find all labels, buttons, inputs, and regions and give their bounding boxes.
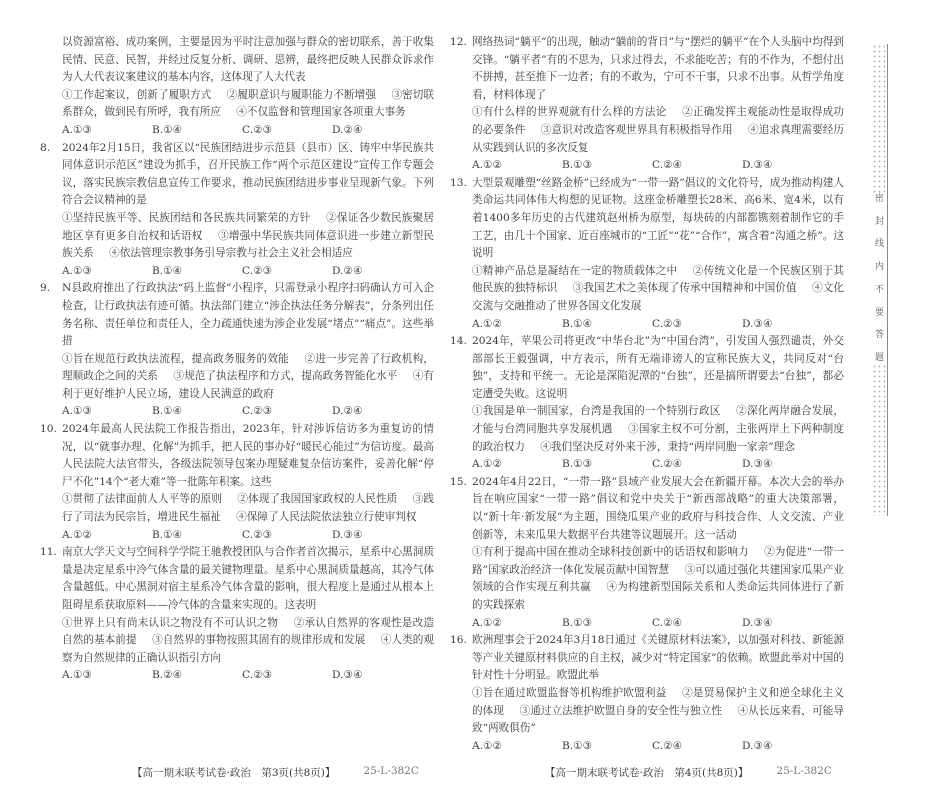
question-number: 9. — [40, 282, 51, 295]
option: ④追求真理需要经历从实践到认识的多次反复 — [472, 123, 844, 154]
answer-choice-a: A.①② — [472, 159, 503, 172]
answer-choice-c: C.②③ — [242, 123, 273, 136]
option: ④人类的观察为自然规律的正确认识指引方向 — [62, 634, 435, 664]
answer-choice-b: B.①③ — [562, 739, 593, 752]
option: ①有什么样的世界观就有什么样的方法论 — [472, 106, 667, 119]
seal-line-text — [872, 194, 887, 364]
answer-choice-d: D.②④ — [332, 123, 363, 136]
right-column — [450, 34, 845, 755]
question-stem: 欧洲理事会于2024年3月18日通过《关键原材料法案》，以加强对科技、新能源等产业关键原材料供应的自主权，减少对“特定国家”的依赖。欧盟此举对中国的针对性十分明显。欧盟此举 — [472, 634, 844, 682]
answer-choices — [62, 263, 434, 281]
answer-choice-c: C.②④ — [652, 616, 683, 629]
answer-choice-d: D.③④ — [332, 669, 363, 682]
option: ④不仅监督和管理国家各项重大事务 — [236, 106, 406, 119]
answer-choice-c: C.②④ — [652, 159, 683, 172]
answer-choice-c: C.②④ — [652, 739, 683, 752]
option: ④从长远来看，可能导致“两败俱伤” — [472, 704, 845, 735]
question-options — [472, 104, 844, 157]
answer-choice-d: D.②④ — [332, 405, 363, 418]
question-stem: 2024年最高人民法院工作报告指出，2023年，针对涉诉信访多为重复访的情况，以“就事办理、化解”为抓手，把人民的事办好“暖民心能过”为信访度。最高人民法院大法官带头，各级法院领导包案办理疑难复杂信访案件，妥善化解“停尸不化”14个“老大难”等一批陈年积案。这些 — [62, 423, 434, 488]
seal-char: 封 — [874, 216, 884, 227]
question-stem: 大型景观雕塑“丝路金桥”已经成为“一带一路”倡议的文化符号，成为推动构建人类命运共同体伟大构想的见证物。这座金桥雕塑长28米、高6米、宽4米，以有着1400多年历史的古代建筑赵州桥为原型，每块砖的内部都镌刻着制作它的手工艺，由几十个国家、近百座城市的“工匠”“花”“合作”，寓含着“沟通之桥”。这说明 — [472, 176, 844, 260]
seal-char: 内 — [874, 262, 884, 273]
option: ④我们坚决反对外来干涉，秉持“两岸同胞一家亲”理念 — [540, 440, 795, 453]
option: ②深化两岸融合发展，才能与台湾同胞共享发展机遇 — [472, 405, 845, 436]
answer-choices — [62, 527, 434, 545]
answer-choice-a: A.①③ — [62, 264, 93, 277]
question-options — [472, 263, 844, 316]
option: ③增强中华民族共同体意识进一步建立新型民族关系 — [62, 229, 435, 260]
question-number: 8. — [40, 141, 51, 154]
answer-choice-c: C.②③ — [652, 317, 683, 330]
answer-choice-b: B.①③ — [562, 458, 593, 471]
question-number: 12. — [450, 36, 467, 48]
question-13 — [450, 175, 845, 333]
page-footer-right — [545, 765, 832, 780]
question-12 — [450, 34, 845, 175]
question-number: 13. — [450, 176, 467, 189]
question-9 — [40, 280, 435, 421]
question-14 — [450, 333, 845, 474]
answer-choice-c: C.②③ — [242, 264, 273, 277]
answer-choice-c: C.②③ — [242, 669, 273, 682]
answer-choices — [472, 157, 844, 175]
answer-choice-b: B.①④ — [152, 123, 183, 136]
option: ②是贸易保护主义和逆全球化主义的体现 — [472, 686, 845, 717]
answer-choices — [472, 615, 844, 633]
question-options — [62, 615, 434, 668]
answer-choices — [62, 122, 434, 140]
option: ③自然界的事物按照其固有的规律形成和发展 — [152, 634, 366, 647]
question-options — [62, 210, 434, 263]
answer-choice-a: A.①② — [472, 317, 503, 330]
answer-choice-a: A.①③ — [62, 123, 93, 136]
page-footer-left — [132, 765, 419, 780]
question-number: 10. — [40, 423, 57, 436]
option: ①精神产品总是凝结在一定的物质载体之中 — [472, 264, 678, 277]
answer-choices — [472, 738, 844, 756]
question-options — [62, 87, 434, 122]
footer-title: 【高一期末联考试卷·政治 第4页(共8页)】 — [545, 767, 749, 779]
option: ①旨在规范行政执法流程，提高政务服务的效能 — [62, 352, 289, 365]
question-options — [472, 685, 844, 738]
answer-choice-d: D.③④ — [742, 458, 773, 471]
question-options — [472, 544, 844, 614]
option: ②承认自然界的客观性是改造自然的基本前提 — [62, 616, 435, 647]
option: ②传统文化是一个民族区别于其他民族的独特标识 — [472, 264, 845, 295]
option: ④依法管理宗教事务引导宗教与社会主义社会相适应 — [109, 247, 353, 260]
option: ④保障了人民法院依法独立行使审判权 — [236, 511, 417, 524]
answer-choice-a: A.①② — [62, 528, 93, 541]
question-number: 16. — [450, 634, 467, 647]
seal-char: 答 — [874, 330, 884, 341]
question-stem: 2024年，苹果公司将更改“中华台北”为“中国台湾”，引发国人强烈谴责，外交部部长王毅强调，中方表示，所有无端诽谤人的宣称民族大义，共同反对“台独”，支持和平统一。无论是深陷泥潭的“台独”，还是搞所谓要去“台独”，都必定遭受失败。这说明 — [472, 335, 844, 400]
answer-choices — [62, 667, 434, 685]
answer-choices — [62, 403, 434, 421]
question-15 — [450, 474, 845, 632]
seal-char: 题 — [874, 352, 884, 363]
question-stem: 以资源富裕、成功案例，主要是因为平时注意加强与群众的密切联系，善于收集民情、民意、民智，并经过反复分析、调研、思辨，最终把反映人民群众诉求作为人大代表议案建议的基本内容，这体现了人大代表 — [62, 36, 434, 84]
left-column — [40, 34, 435, 685]
option: ④为构建新型国际关系和人类命运共同体进行了新的实践探索 — [472, 581, 845, 611]
option: ①旨在通过欧盟监督等机构维护欧盟利益 — [472, 686, 667, 699]
seal-char: 线 — [874, 239, 884, 250]
option: ①世界上只有尚未认识之物没有不可认识之物 — [62, 616, 279, 629]
question-stem: 南京大学天文与空间科学学院王驰教授团队与合作者首次揭示，星系中心黑洞质量是决定星系中冷气体含量的最关键物理量。星系中心黑洞质量越高，其冷气体含量越低。中心黑洞对宿主星系冷气体含量的影响，很大程度上是通过从根本上阻碍星系获取原料——冷气体的含量来实现的。这表明 — [62, 546, 434, 611]
option: ③密切联系群众，做到民有所呼，我有所应 — [62, 88, 435, 119]
question-10 — [40, 421, 435, 544]
option: ④有利于更好维护人民立场，建设人民满意的政府 — [62, 370, 435, 400]
option: ④文化交流与交融推动了世界各国文化发展 — [472, 282, 844, 312]
option: ①坚持民族平等、民族团结和各民族共同繁荣的方针 — [62, 211, 311, 224]
footer-title: 【高一期末联考试卷·政治 第3页(共8页)】 — [132, 767, 336, 779]
answer-choice-b: B.①④ — [562, 317, 593, 330]
option: ①我国是单一制国家，台湾是我国的一个特别行政区 — [472, 405, 721, 418]
answer-choice-a: A.①② — [472, 616, 503, 629]
answer-choice-b: B.②④ — [152, 669, 183, 682]
option: ③践行了司法为民宗旨，增进民生福祉 — [62, 493, 435, 524]
answer-choice-b: B.①④ — [152, 264, 183, 277]
question-7-continuation — [62, 34, 434, 140]
option: ②体现了我国国家政权的人民性质 — [237, 493, 398, 506]
answer-choice-c: C.②④ — [652, 458, 683, 471]
option: ③可以通过强化共建国家瓜果产业领域的合作实现互利共赢 — [472, 563, 845, 594]
footer-code: 25-L-382C — [776, 765, 832, 777]
option: ③我国艺术之美体现了传承中国精神和中国价值 — [572, 282, 797, 295]
option: ③规范了执法程序和方式，提高政务智能化水平 — [173, 370, 398, 383]
answer-choice-a: A.①③ — [62, 669, 93, 682]
option: ③意识对改造客观世界具有积极指导作用 — [540, 123, 733, 136]
question-stem: N县政府推出了行政执法“码上监督”小程序，只需登录小程序扫码确认方可入企检查，让行政执法有迹可循。执法部门建立“涉企执法任务分解表”，分条列出任务名称、责任单位和责任人，全力疏通快速为涉企业发展“堵点”“痛点”。这些举措 — [62, 282, 434, 348]
option: ②保证各少数民族聚居地区享有更多自治权和话语权 — [62, 211, 435, 242]
answer-choice-d: D.③④ — [742, 317, 773, 330]
seal-char: 要 — [874, 307, 884, 318]
answer-choice-a: A.①② — [472, 458, 503, 471]
answer-choice-d: D.③④ — [742, 739, 773, 752]
question-stem: 2024年4月22日，“一带一路”县域产业发展大会在新疆开幕。本次大会的举办旨在响应国家“一带一路”倡议和党中央关于“新西部战略”的重大决策部署，以“新十年·新发展”为主题，围绕瓜果产业的政府与科技合作、人文交流、产业创新等，未来瓜果大数据平台共建等议题展开。这一活动 — [472, 475, 844, 541]
option: ②进一步完善了行政机构，理顺政企之间的关系 — [62, 352, 435, 383]
answer-choice-a: A.①③ — [62, 405, 93, 418]
question-options — [62, 351, 434, 404]
footer-code: 25-L-382C — [363, 765, 419, 777]
option: ③通过立法维护欧盟自身的安全性与独立性 — [519, 704, 723, 717]
option: ①贯彻了法律面前人人平等的原则 — [62, 493, 222, 506]
answer-choice-d: D.②④ — [332, 264, 363, 277]
answer-choice-d: D.③④ — [332, 528, 363, 541]
question-number: 15. — [450, 475, 467, 488]
question-11 — [40, 544, 435, 685]
answer-choice-a: A.①② — [472, 739, 503, 752]
seal-char: 不 — [874, 284, 884, 295]
question-number: 11. — [40, 546, 57, 559]
answer-choice-c: C.②③ — [242, 528, 273, 541]
answer-choice-d: D.③④ — [742, 159, 773, 172]
answer-choice-b: B.①④ — [152, 405, 183, 418]
answer-choices — [472, 316, 844, 334]
answer-choices — [472, 456, 844, 474]
option: ①有利于提高中国在推动全球科技创新中的话语权和影响力 — [472, 546, 749, 559]
question-number: 14. — [450, 335, 467, 348]
question-8 — [40, 140, 435, 281]
option: ②正确发挥主观能动性是取得成功的必要条件 — [472, 106, 845, 136]
answer-choice-c: C.②③ — [242, 405, 273, 418]
question-stem: 2024年2月15日，我省区以“民族团结进步示范县（县市）区、铸牢中华民族共同体意识示范区”建设为抓手，召开民族工作“两个示范区建设”宣传工作专题会议，落实民族宗教信息宣传工作要求，推动民族团结进步事业呈现新气象。下列符合会议精神的是 — [62, 141, 434, 207]
question-16 — [450, 632, 845, 755]
answer-choice-b: B.①③ — [562, 616, 593, 629]
binding-margin-strip — [872, 44, 888, 516]
question-stem: 网络热词“躺平”的出现，触动“躺前的背日”与“摆烂的躺平”在个人头脑中均得到交锋。“躺平者”有的不思为，只求过得去，不求能吃苦；有的不作为，不想付出不拼搏，甚至推下一边者；有的不敢为，宁可不干事，只求不出事。从哲学角度看，材料体现了 — [472, 36, 844, 101]
answer-choice-d: D.③④ — [742, 616, 773, 629]
option: ③国家主权不可分割，主张两岸上下两种制度的政治权力 — [472, 423, 845, 453]
option: ②履职意识与履职能力不断增强 — [226, 88, 376, 101]
option: ①工作起案议，创新了履职方式 — [62, 88, 212, 101]
answer-choice-b: B.①③ — [562, 159, 593, 172]
question-options — [472, 403, 844, 456]
seal-char: 密 — [874, 194, 884, 204]
question-options — [62, 491, 434, 526]
option: ②为促进“一带一路”国家政治经济一体化发展贡献中国智慧 — [472, 546, 844, 576]
answer-choice-b: B.①④ — [152, 528, 183, 541]
